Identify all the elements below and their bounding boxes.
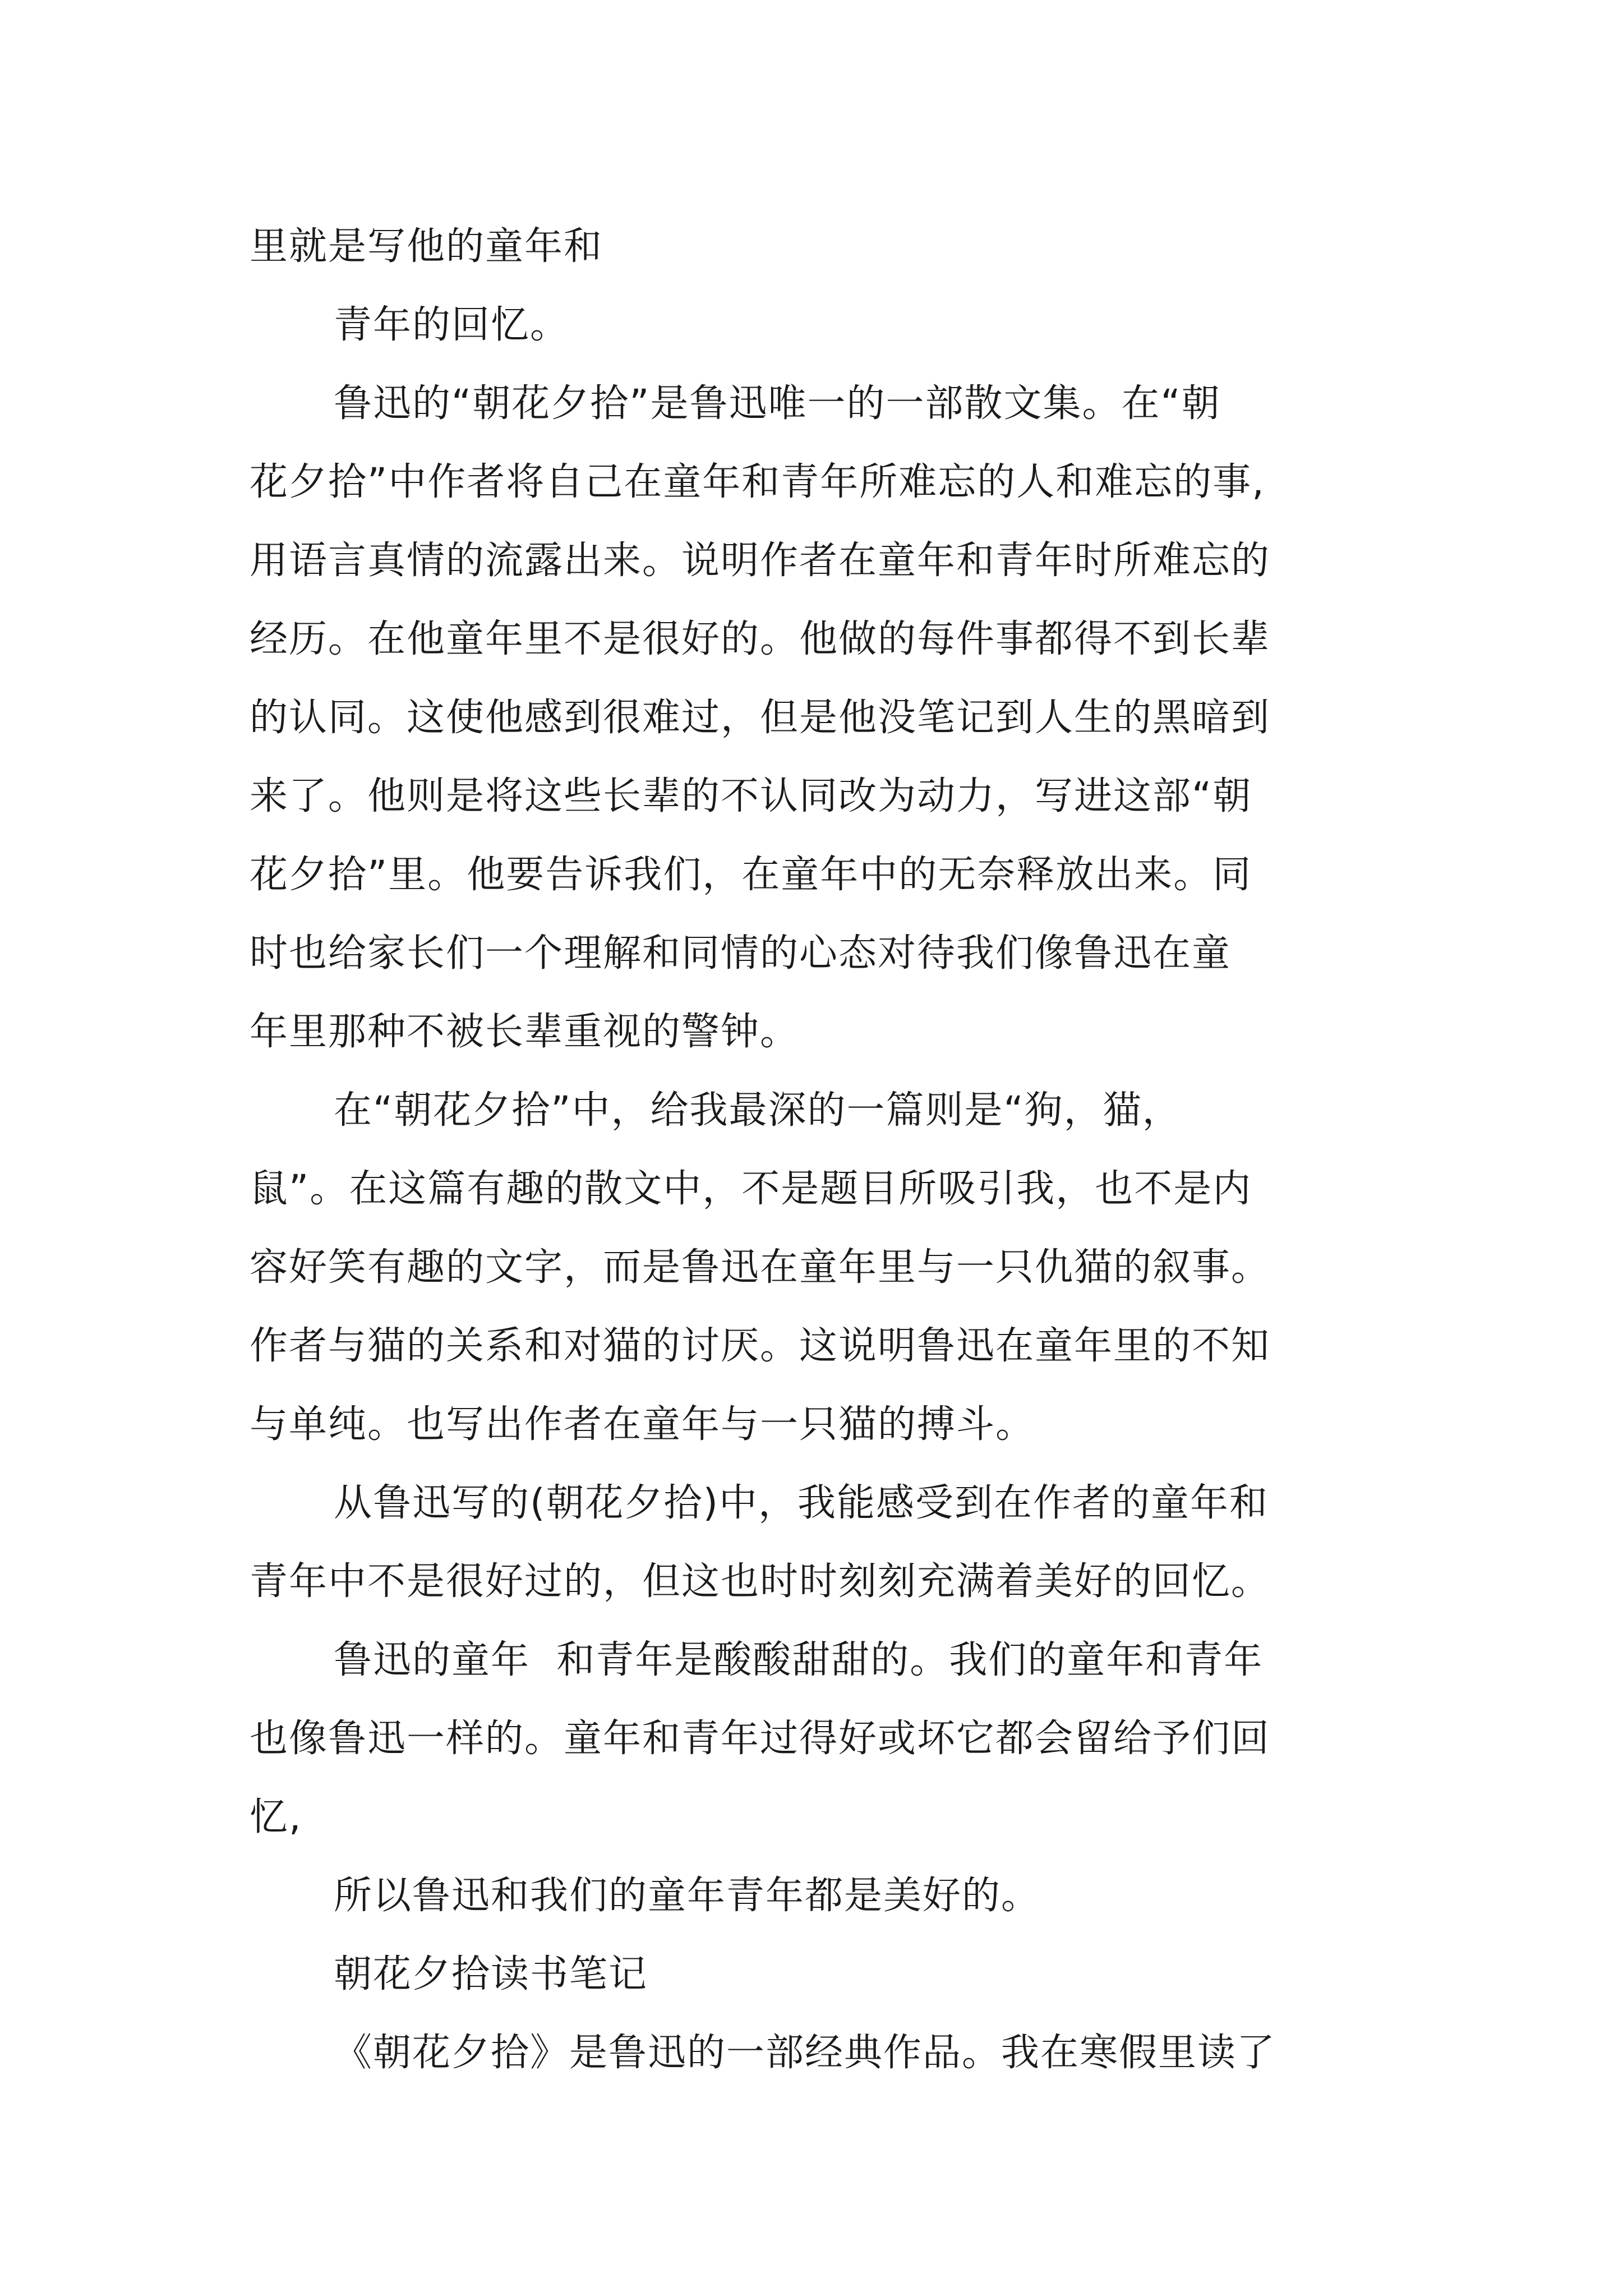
text-line: 青年的回忆。 [334, 303, 570, 347]
text-line: 也像鲁迅一样的。童年和青年过得好或坏它都会留给予们回 [250, 1717, 1271, 1761]
text-line: 所以鲁迅和我们的童年青年都是美好的。 [334, 1874, 1041, 1918]
body-text [250, 208, 1399, 2092]
text-line: 来了。他则是将这些长辈的不认同改为动力，写进这部“朝 [250, 774, 1252, 818]
text-line: 鼠”。在这篇有趣的散文中，不是题目所吸引我，也不是内 [250, 1167, 1252, 1211]
text-line: 在“朝花夕拾”中，给我最深的一篇则是“狗，猫， [334, 1088, 1182, 1133]
text-line: 朝花夕拾读书笔记 [334, 1952, 648, 1996]
text-line: 时也给家长们一个理解和同情的心态对待我们像鲁迅在童 [250, 931, 1232, 976]
text-line: 与单纯。也写出作者在童年与一只猫的搏斗。 [250, 1402, 1035, 1447]
text-line: 用语言真情的流露出来。说明作者在童年和青年时所难忘的 [250, 539, 1271, 583]
text-line: 的认同。这使他感到很难过，但是他没笔记到人生的黑暗到 [250, 696, 1271, 740]
text-line: 经历。在他童年里不是很好的。他做的每件事都得不到长辈 [250, 617, 1271, 661]
text-line: 容好笑有趣的文字，而是鲁迅在童年里与一只仇猫的叙事。 [250, 1245, 1271, 1290]
text-line: 从鲁迅写的(朝花夕拾)中，我能感受到在作者的童年和 [334, 1481, 1269, 1525]
text-line: 作者与猫的关系和对猫的讨厌。这说明鲁迅在童年里的不知 [250, 1324, 1271, 1368]
text-line: 青年中不是很好过的，但这也时时刻刻充满着美好的回忆。 [250, 1559, 1271, 1604]
text-line: 忆, [250, 1795, 302, 1839]
text-line: 花夕拾”中作者将自己在童年和青年所难忘的人和难忘的事, [250, 460, 1265, 504]
text-line: 年里那种不被长辈重视的警钟。 [250, 1010, 800, 1054]
text-line: 鲁迅的“朝花夕拾”是鲁迅唯一的一部散文集。在“朝 [334, 381, 1221, 426]
text-line: 里就是写他的童年和 [250, 224, 603, 269]
text-line: 花夕拾”里。他要告诉我们，在童年中的无奈释放出来。同 [250, 853, 1252, 897]
text-line: 鲁迅的童年 和青年是酸酸甜甜的。我们的童年和青年 [334, 1638, 1264, 1682]
text-line: 《朝花夕拾》是鲁迅的一部经典作品。我在寒假里读了 [334, 2031, 1276, 2075]
